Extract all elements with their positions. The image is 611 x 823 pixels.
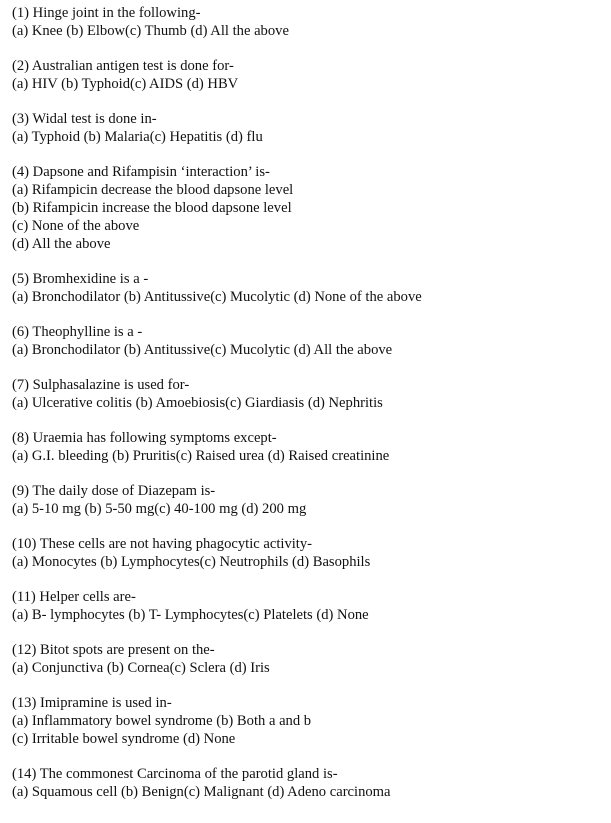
question-12 — [12, 641, 604, 677]
answer-options: (a) G.I. bleeding (b) Pruritis(c) Raised urea (d) Raised creatinine — [12, 448, 390, 464]
answer-options: (a) Knee (b) Elbow(c) Thumb (d) All the above — [12, 23, 289, 39]
answer-options: (a) Bronchodilator (b) Antitussive(c) Mucolytic (d) None of the above — [12, 289, 422, 305]
question-1 — [12, 4, 604, 40]
question-stem: (3) Widal test is done in- — [12, 111, 157, 127]
answer-option-b: (b) Rifampicin increase the blood dapsone level — [12, 200, 292, 216]
answer-options: (a) Ulcerative colitis (b) Amoebiosis(c) Giardiasis (d) Nephritis — [12, 395, 383, 411]
question-stem: (8) Uraemia has following symptoms except- — [12, 430, 277, 446]
answer-option-d: (d) All the above — [12, 236, 111, 252]
answer-options: (a) 5-10 mg (b) 5-50 mg(c) 40-100 mg (d) 200 mg — [12, 501, 307, 517]
answer-option-a: (a) Rifampicin decrease the blood dapsone level — [12, 182, 294, 198]
question-stem: (7) Sulphasalazine is used for- — [12, 377, 190, 393]
question-stem: (10) These cells are not having phagocytic activity- — [12, 536, 313, 552]
answer-options: (a) Monocytes (b) Lymphocytes(c) Neutrophils (d) Basophils — [12, 554, 371, 570]
question-7 — [12, 376, 604, 412]
answer-options-line-2: (c) Irritable bowel syndrome (d) None — [12, 731, 236, 747]
question-sheet — [12, 4, 604, 818]
answer-options-line-1: (a) Inflammatory bowel syndrome (b) Both a and b — [12, 713, 312, 729]
question-4 — [12, 163, 604, 253]
answer-options: (a) Bronchodilator (b) Antitussive(c) Mucolytic (d) All the above — [12, 342, 393, 358]
question-3 — [12, 110, 604, 146]
question-9 — [12, 482, 604, 518]
answer-options: (a) Typhoid (b) Malaria(c) Hepatitis (d) flu — [12, 129, 263, 145]
answer-options: (a) Conjunctiva (b) Cornea(c) Sclera (d) Iris — [12, 660, 270, 676]
question-10 — [12, 535, 604, 571]
question-stem: (5) Bromhexidine is a - — [12, 271, 149, 287]
question-stem: (13) Imipramine is used in- — [12, 695, 172, 711]
question-stem: (4) Dapsone and Rifampisin ‘interaction’ is- — [12, 164, 270, 180]
answer-options: (a) Squamous cell (b) Benign(c) Malignant (d) Adeno carcinoma — [12, 784, 391, 800]
question-stem: (12) Bitot spots are present on the- — [12, 642, 215, 658]
question-5 — [12, 270, 604, 306]
question-stem: (1) Hinge joint in the following- — [12, 5, 201, 21]
question-2 — [12, 57, 604, 93]
question-stem: (9) The daily dose of Diazepam is- — [12, 483, 216, 499]
question-8 — [12, 429, 604, 465]
question-14 — [12, 765, 604, 801]
answer-option-c: (c) None of the above — [12, 218, 140, 234]
answer-options: (a) B- lymphocytes (b) T- Lymphocytes(c) Platelets (d) None — [12, 607, 369, 623]
answer-options: (a) HIV (b) Typhoid(c) AIDS (d) HBV — [12, 76, 239, 92]
question-stem: (14) The commonest Carcinoma of the parotid gland is- — [12, 766, 338, 782]
question-6 — [12, 323, 604, 359]
question-13 — [12, 694, 604, 748]
question-stem: (11) Helper cells are- — [12, 589, 136, 605]
question-stem: (6) Theophylline is a - — [12, 324, 143, 340]
question-11 — [12, 588, 604, 624]
question-stem: (2) Australian antigen test is done for- — [12, 58, 234, 74]
